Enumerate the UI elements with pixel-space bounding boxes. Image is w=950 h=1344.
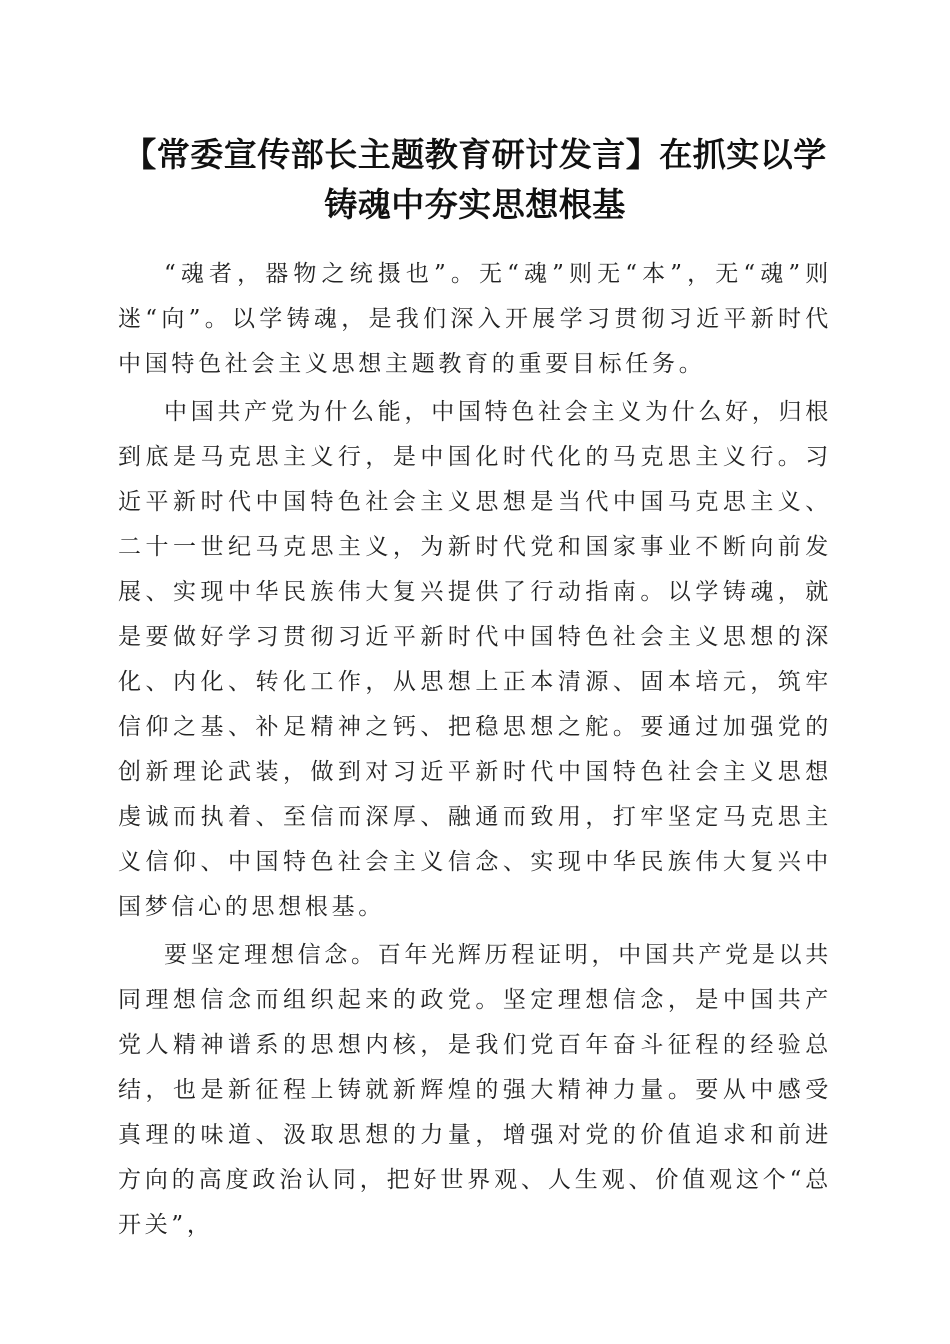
- document-title: 【常委宣传部长主题教育研讨发言】在抓实以学铸魂中夯实思想根基: [123, 135, 827, 224]
- paragraph-3: 要坚定理想信念。百年光辉历程证明，中国共产党是以共同理想信念而组织起来的政党。坚定理想信念，是中国共产党人精神谱系的思想内核，是我们党百年奋斗征程的经验总结，也是新征程上铸就新辉煌的强大精神力量。要从中感受真理的味道、汲取思想的力量，增强对党的价值追求和前进方向的高度政治认同，把好世界观、人生观、价值观这个“总开关”，: [118, 942, 832, 1238]
- document-body: [118, 252, 832, 1251]
- paragraph-2: 中国共产党为什么能，中国特色社会主义为什么好，归根到底是马克思主义行，是中国化时代化的马克思主义行。习近平新时代中国特色社会主义思想是当代中国马克思主义、二十一世纪马克思主义，为新时代党和国家事业不断向前发展、实现中华民族伟大复兴提供了行动指南。以学铸魂，就是要做好学习贯彻习近平新时代中国特色社会主义思想的深化、内化、转化工作，从思想上正本清源、固本培元，筑牢信仰之基、补足精神之钙、把稳思想之舵。要通过加强党的创新理论武装，做到对习近平新时代中国特色社会主义思想虔诚而执着、至信而深厚、融通而致用，打牢坚定马克思主义信仰、中国特色社会主义信念、实现中华民族伟大复兴中国梦信心的思想根基。: [118, 399, 832, 920]
- paragraph-1: “魂者，器物之统摄也”。无“魂”则无“本”，无“魂”则迷“向”。以学铸魂，是我们深入开展学习贯彻习近平新时代中国特色社会主义思想主题教育的重要目标任务。: [118, 261, 832, 377]
